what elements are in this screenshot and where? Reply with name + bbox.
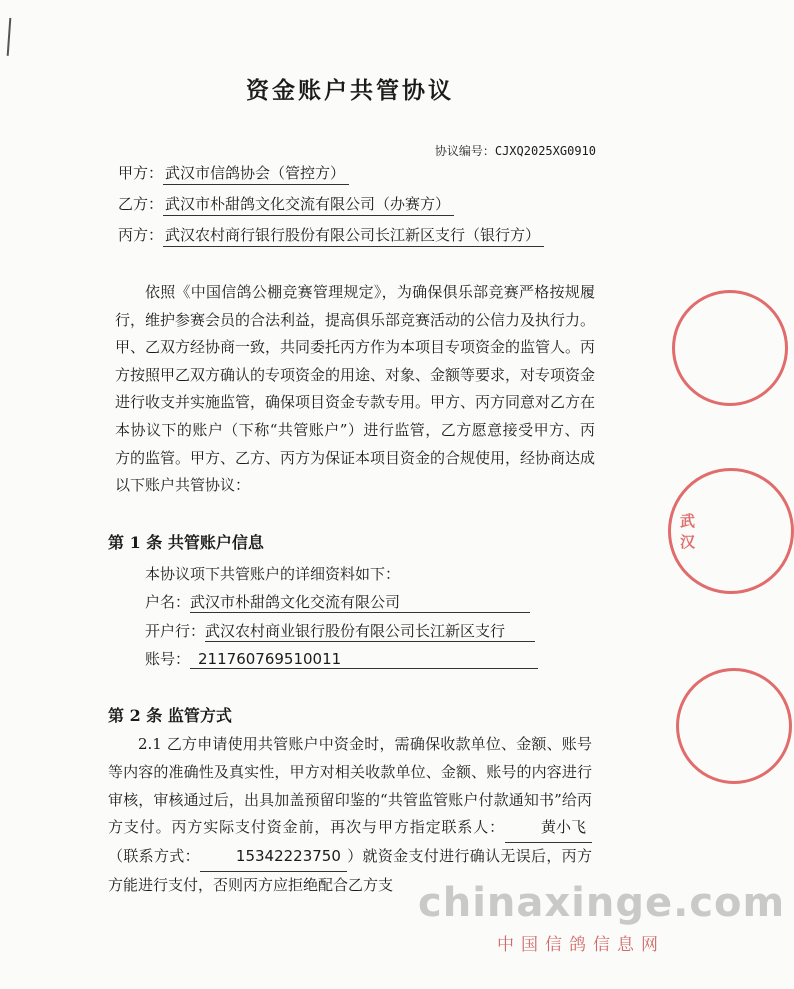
clause-text-a: 2.1 乙方申请使用共管账户中资金时，需确保收款单位、金额、账号等内容的准确性及真实性，甲方对相关收款单位、金额、账号的内容进行审核，审核通过后，出具加盖预留印鉴的“共管监管账户付款通知书”给丙方支付。丙方实际支付资金前，再次与甲方指定联系人：	[108, 735, 592, 837]
section-2-heading: 第 2 条 监管方式	[108, 706, 232, 725]
document-number: 协议编号：CJXQ2025XG0910	[434, 144, 596, 158]
account-number-row	[145, 648, 538, 669]
party-b	[118, 193, 454, 216]
contact-name: 黄小飞	[505, 814, 592, 843]
clause-text-b: （联系方式：	[108, 847, 200, 866]
account-name-value: 武汉市朴甜鸽文化交流有限公司	[190, 591, 530, 613]
seal-stamp-upper	[672, 290, 788, 406]
party-a-value: 武汉市信鸽协会（管控方）	[163, 162, 349, 185]
account-number-label: 账号：	[145, 650, 191, 668]
bank-value: 武汉农村商业银行股份有限公司长江新区支行	[205, 620, 535, 642]
party-c	[118, 224, 544, 247]
party-c-value: 武汉农村商行银行股份有限公司长江新区支行（银行方）	[163, 224, 544, 247]
contact-phone: 15342223750	[200, 843, 347, 872]
account-name-row	[145, 591, 530, 613]
party-c-label: 丙方：	[118, 226, 164, 244]
watermark-site-name: 中国信鸽信息网	[497, 935, 665, 955]
account-name-label: 户名：	[145, 593, 191, 611]
bank-row	[145, 620, 535, 642]
party-a	[118, 162, 349, 185]
account-number-value: 211760769510011	[190, 650, 538, 669]
seal-text: 武汉	[680, 512, 696, 551]
party-a-label: 甲方：	[118, 164, 164, 182]
section-1-lead: 本协议项下共管账户的详细资料如下：	[145, 565, 401, 583]
section-1-heading: 第 1 条 共管账户信息	[108, 533, 264, 552]
clause-text-c: ）就资金支付进行确认无误后，丙方方能进行支付，否则丙方应拒绝配合乙方支	[108, 847, 592, 894]
margin-mark	[7, 18, 16, 56]
bank-label: 开户行：	[145, 622, 206, 640]
party-b-value: 武汉市朴甜鸽文化交流有限公司（办赛方）	[163, 193, 454, 216]
party-b-label: 乙方：	[118, 195, 164, 213]
watermark-domain: chinaxinge.com	[418, 880, 786, 926]
intro-paragraph: 依照《中国信鸽公棚竞赛管理规定》，为确保俱乐部竞赛严格按规履行，维护参赛会员的合法利益，提高俱乐部竞赛活动的公信力及执行力。甲、乙双方经协商一致，共同委托丙方作为本项目专项资金的监管人。丙方按照甲乙双方确认的专项资金的用途、对象、金额等要求，对专项资金进行收支并实施监管，确保项目资金专款专用。甲方、丙方同意对乙方在本协议下的账户（下称“共管账户”）进行监管，乙方愿意接受甲方、丙方的监管。甲方、乙方、丙方为保证本项目资金的合规使用，经协商达成以下账户共管协议：	[115, 283, 596, 495]
seal-stamp-lower	[676, 668, 792, 784]
document-title: 资金账户共管协议	[246, 77, 454, 104]
section-2-clause	[108, 731, 592, 900]
